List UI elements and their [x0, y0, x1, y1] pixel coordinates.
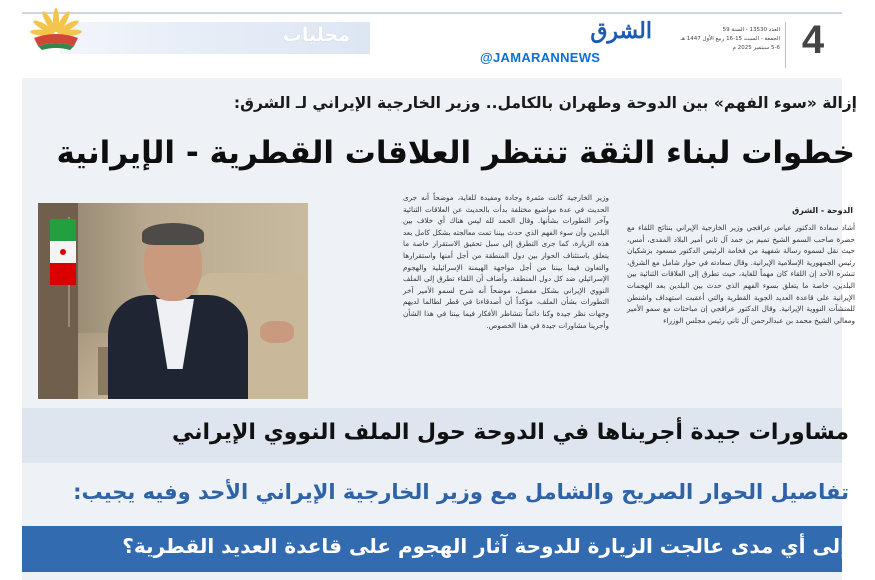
- page-number: 4: [801, 18, 825, 62]
- flower-logo-icon: [28, 4, 84, 52]
- issue-line: العدد 13530 - السنة 59: [722, 27, 780, 33]
- masthead: [22, 0, 842, 78]
- article-column-middle: وزير الخارجية كانت مثمرة وجادة ومفيدة للغاية، موضحاً أنه جرى الحديث في عدة مواضيع مختلفة بدأت بالحديث عن العلاقات الثنائية وآخر التطورات بشأنها. وقال الحمد لله ليس هناك أي خلاف بين البلدين وأن سوء الفهم الذي حدث بيننا تمت معالجته بشكل كامل بعد هذه الزيارة، كما جرى التطرق إلى سبل تحقيق الاستقرار خاصة ما يتعلق باستئناف الحوار بين دول المنطقة من أجل أمنها واستقرارها والتعاون فيما بيننا من أجل مواجهة الهيمنة الإسرائيلية والهجوم الإسرائيلي ضد كل دول المنطقة. وأضاف أن اللقاء تطرق إلى الملف النووي الإيراني بشكل مفصل، موضحاً أنه شرح لسمو الأمير آخر التطورات بشأن الملف، مؤكداً أن أصدقاءنا في قطر لطالما لديهم وجهات نظر جيدة وكنا دائماً نتشاطر الأفكار فيما بيننا في هذا الشأن وأجرينا مشاورات جيدة في هذا الخصوص.: [403, 193, 609, 330]
- article-column-right: أشاد سعادة الدكتور عباس عراقجي وزير الخارجية الإيراني بنتائج اللقاء مع حضرة صاحب السمو الشيخ تميم بن حمد آل ثاني أمير البلاد المفدى، أمس، حيث نقل لسموه رسالة شفهية من فخامة الرئيس الدكتور مسعود بزشكيان رئيس الجمهورية الإسلامية الإيرانية. وقال سعادته في حوار شامل مع الشرق، تنشره الأحد إن اللقاء كان مهماً للغاية، حيث تطرق إلى العلاقات الثنائية بين البلدين، خاصة ما يتعلق بسوء الفهم الذي حدث بين البلدين بعد الهجمات الإيرانية على قاعدة العديد الجوية القطرية والتي أعقبت استهداف واشنطن للمنشآت النووية الإيرانية. وقال الدكتور عراقجي إن مباحثات مع سمو الأمير ومعالي الشيخ محمد بن عبدالرحمن آل ثاني رئيس مجلس الوزراء: [627, 223, 855, 325]
- top-rule: [22, 12, 842, 14]
- issue-info: [670, 26, 780, 53]
- watermark: @JAMARANNEWS: [480, 50, 601, 65]
- newspaper-logo: الشرق: [590, 18, 652, 44]
- issue-line: 5-6 سبتمبر 2025 م: [732, 45, 780, 51]
- iran-flag-icon: [50, 219, 76, 285]
- article-kicker: إزالة «سوء الفهم» بين الدوحة وطهران بالكامل.. وزير الخارجية الإيراني لـ الشرق:: [233, 94, 857, 112]
- article-photo: [38, 203, 308, 399]
- section-label: محليات: [282, 24, 350, 46]
- teaser-text: تفاصيل الحوار الصريح والشامل مع وزير الخارجية الإيراني الأحد وفيه يجيب:: [73, 480, 849, 504]
- question-text: إلى أي مدى عالجت الزيارة للدوحة آثار الهجوم على قاعدة العديد القطرية؟: [122, 534, 847, 558]
- article-byline: الدوحة - الشرق: [792, 206, 853, 215]
- subhead-text: مشاورات جيدة أجريناها في الدوحة حول الملف النووي الإيراني: [171, 420, 849, 445]
- divider: [785, 22, 786, 68]
- issue-line: الجمعة - السبت 15-16 ربيع الأول 1447 هـ: [680, 36, 780, 42]
- section-banner: [60, 22, 370, 54]
- article-headline: خطوات لبناء الثقة تنتظر العلاقات القطرية - الإيرانية: [56, 135, 855, 171]
